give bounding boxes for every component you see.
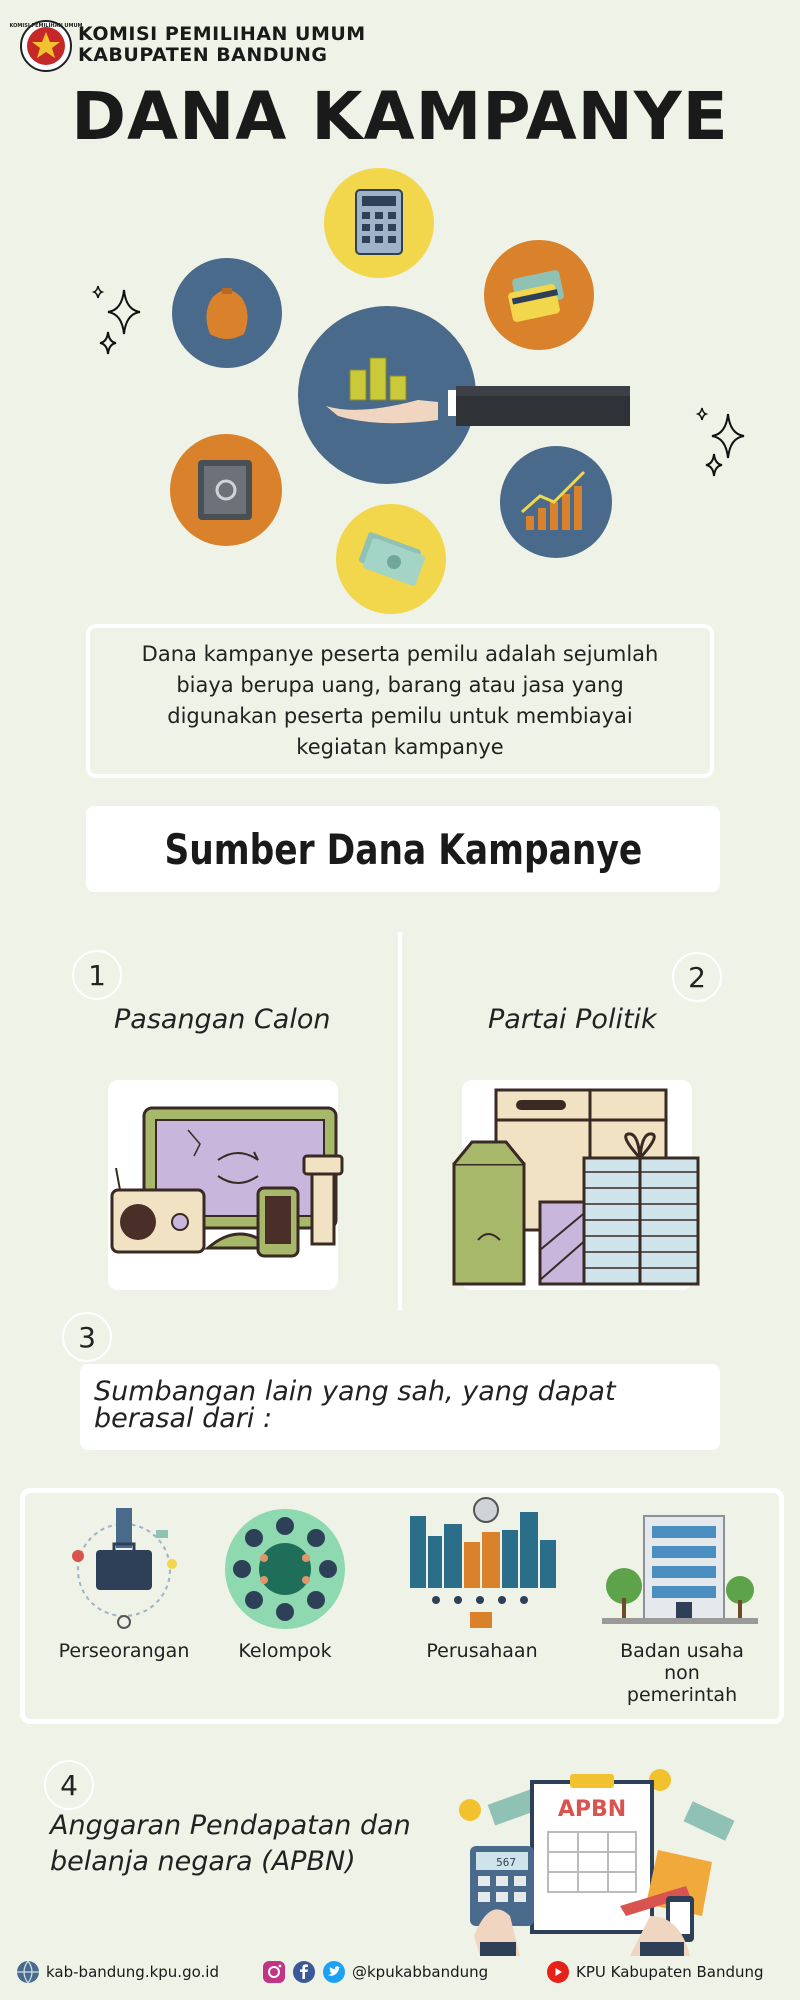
footer-social[interactable] [262, 1960, 488, 1984]
twitter-icon[interactable] [322, 1960, 346, 1984]
column-divider [398, 932, 402, 1310]
donor-label-kelompok: Kelompok [238, 1640, 332, 1662]
number-badge-1: 1 [72, 950, 122, 1000]
individual-icon [64, 1504, 184, 1630]
safe-icon [170, 434, 282, 546]
growth-chart-icon [500, 446, 612, 558]
money-jar-icon [172, 258, 282, 368]
kpu-logo [9, 18, 83, 74]
suit-sleeve-icon [448, 382, 630, 432]
definition-box [86, 624, 714, 778]
electronics-card [108, 1080, 338, 1290]
growth-chart-circle [500, 446, 612, 558]
apbn-doc-title: APBN [557, 1797, 627, 1822]
cash-circle [336, 504, 446, 614]
youtube-channel-text: KPU Kabupaten Bandung [576, 1963, 764, 1981]
apbn-illustration [450, 1766, 750, 1956]
government-building-icon [602, 1506, 758, 1630]
sparkle-icon-right [692, 404, 752, 484]
boxes-icon [450, 1080, 700, 1290]
group-icon [224, 1508, 346, 1630]
safe-circle [170, 434, 282, 546]
number-badge-4: 4 [44, 1760, 94, 1810]
facebook-icon[interactable] [292, 1960, 316, 1984]
other-donations-box [80, 1364, 720, 1450]
sparkle-icon [88, 280, 148, 360]
instagram-icon[interactable] [262, 1960, 286, 1984]
electronics-icon [108, 1080, 338, 1290]
youtube-icon[interactable] [546, 1960, 570, 1984]
donor-label-perseorangan: Perseorangan [58, 1640, 190, 1662]
number-badge-2: 2 [672, 952, 722, 1002]
number-badge-3: 3 [62, 1312, 112, 1362]
donor-label-badan-usaha-line2: non [664, 1662, 700, 1684]
section-title-box [86, 806, 720, 892]
section-title: Sumber Dana Kampanye [164, 824, 642, 874]
org-line-2: KABUPATEN BANDUNG [78, 44, 328, 66]
footer-website[interactable] [16, 1960, 219, 1984]
donor-label-badan-usaha-line3: pemerintah [626, 1684, 738, 1706]
page-title: DANA KAMPANYE [71, 78, 729, 155]
other-donations-text: Sumbangan lain yang sah, yang dapat berasal dari : [94, 1376, 616, 1434]
website-text: kab-bandung.kpu.go.id [46, 1963, 219, 1981]
donor-label-perusahaan: Perusahaan [426, 1640, 538, 1662]
donor-label-badan-usaha [602, 1640, 762, 1706]
apbn-label-line2: belanja negara (APBN) [50, 1846, 356, 1877]
definition-text: Dana kampanye peserta pemilu adalah sejumlah biaya berupa uang, barang atau jasa yang digunakan peserta pemilu untuk membiayai kegiatan kampanye [141, 642, 659, 759]
source-label-pasangan-calon: Pasangan Calon [114, 1004, 331, 1035]
donor-label-badan-usaha-line1: Badan usaha [620, 1640, 744, 1662]
calculator-icon [324, 168, 434, 278]
footer-youtube[interactable] [546, 1960, 764, 1984]
logo-text: KOMISI PEMILIHAN UMUM [9, 23, 83, 29]
source-label-partai-politik: Partai Politik [488, 1004, 657, 1035]
globe-icon [16, 1960, 40, 1984]
calculator-circle [324, 168, 434, 278]
credit-card-icon [484, 240, 594, 350]
social-handle-text: @kpukabbandung [352, 1963, 489, 1981]
org-line-1: KOMISI PEMILIHAN UMUM [78, 23, 366, 45]
jar-circle [172, 258, 282, 368]
hero-illustration [0, 160, 800, 620]
apbn-source-label [50, 1808, 470, 1880]
company-icon [406, 1496, 558, 1632]
organization-name [78, 24, 366, 66]
apbn-label-line1: Anggaran Pendapatan dan [50, 1810, 411, 1841]
calc-display: 567 [496, 1856, 516, 1869]
cash-icon [336, 504, 446, 614]
goods-card [462, 1080, 692, 1290]
credit-card-circle [484, 240, 594, 350]
